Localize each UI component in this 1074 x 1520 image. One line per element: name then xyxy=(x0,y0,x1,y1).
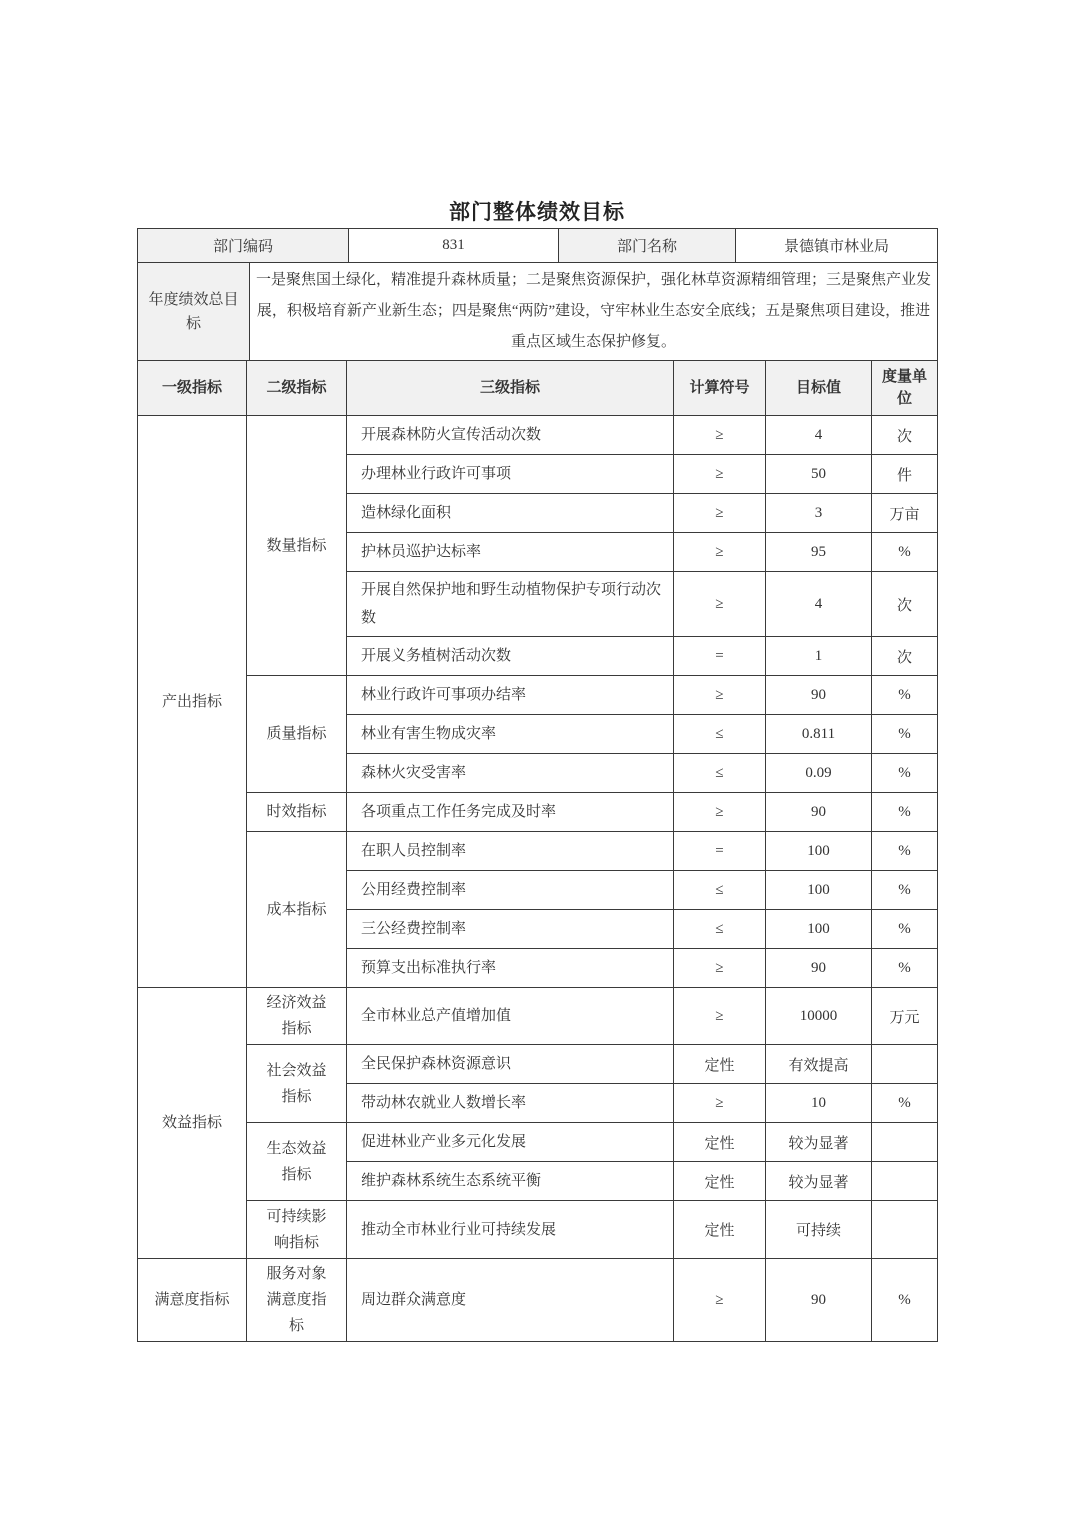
level2-indicator: 经济效益指标 xyxy=(247,988,347,1045)
level2-indicator: 质量指标 xyxy=(247,676,347,793)
indicator-row xyxy=(138,1123,938,1162)
annual-goal-text: 一是聚焦国土绿化，精准提升森林质量；二是聚焦资源保护，强化林草资源精细管理；三是聚焦产业发展，积极培育新产业新生态；四是聚焦“两防”建设，守牢林业生态安全底线；五是聚焦项目建设，推进重点区域生态保护修复。 xyxy=(250,263,938,361)
annual-goal-label: 年度绩效总目标 xyxy=(138,263,250,361)
target-value: 0.09 xyxy=(766,754,872,793)
target-value: 0.811 xyxy=(766,715,872,754)
level1-indicator: 产出指标 xyxy=(138,416,247,988)
level3-indicator: 林业有害生物成灾率 xyxy=(347,715,674,754)
target-value: 有效提高 xyxy=(766,1045,872,1084)
unit: 件 xyxy=(872,455,938,494)
calc-symbol: ≥ xyxy=(674,1084,766,1123)
level3-indicator: 造林绿化面积 xyxy=(347,494,674,533)
indicator-row xyxy=(138,1045,938,1084)
target-value: 较为显著 xyxy=(766,1123,872,1162)
calc-symbol: ≥ xyxy=(674,793,766,832)
level3-indicator: 在职人员控制率 xyxy=(347,832,674,871)
level2-indicator: 可持续影响指标 xyxy=(247,1201,347,1259)
calc-symbol: ≥ xyxy=(674,1259,766,1342)
level2-indicator: 服务对象满意度指标 xyxy=(247,1259,347,1342)
level3-indicator: 周边群众满意度 xyxy=(347,1259,674,1342)
calc-symbol: ≥ xyxy=(674,988,766,1045)
calc-symbol: ≥ xyxy=(674,676,766,715)
target-value: 90 xyxy=(766,1259,872,1342)
level3-indicator: 开展自然保护地和野生动植物保护专项行动次数 xyxy=(347,572,674,637)
unit: % xyxy=(872,1084,938,1123)
indicator-row xyxy=(138,416,938,455)
header-unit: 度量单位 xyxy=(872,361,938,416)
target-value: 95 xyxy=(766,533,872,572)
calc-symbol: 定性 xyxy=(674,1045,766,1084)
level3-indicator: 促进林业产业多元化发展 xyxy=(347,1123,674,1162)
level3-indicator: 三公经费控制率 xyxy=(347,910,674,949)
calc-symbol: = xyxy=(674,832,766,871)
unit: 万亩 xyxy=(872,494,938,533)
unit xyxy=(872,1201,938,1259)
calc-symbol: ≥ xyxy=(674,533,766,572)
calc-symbol: 定性 xyxy=(674,1162,766,1201)
unit: % xyxy=(872,754,938,793)
target-value: 3 xyxy=(766,494,872,533)
level3-indicator: 维护森林系统生态系统平衡 xyxy=(347,1162,674,1201)
calc-symbol: ≤ xyxy=(674,910,766,949)
annual-goal-row xyxy=(138,263,938,361)
level3-indicator: 办理林业行政许可事项 xyxy=(347,455,674,494)
dept-info-row xyxy=(138,229,938,263)
target-value: 90 xyxy=(766,793,872,832)
dept-code-label: 部门编码 xyxy=(138,229,349,263)
target-value: 较为显著 xyxy=(766,1162,872,1201)
level3-indicator: 带动林农就业人数增长率 xyxy=(347,1084,674,1123)
indicator-row xyxy=(138,793,938,832)
header-calc-symbol: 计算符号 xyxy=(674,361,766,416)
indicator-row xyxy=(138,832,938,871)
annual-goal-table xyxy=(137,262,938,361)
target-value: 100 xyxy=(766,871,872,910)
target-value: 100 xyxy=(766,832,872,871)
unit: % xyxy=(872,832,938,871)
unit: % xyxy=(872,949,938,988)
unit: 次 xyxy=(872,572,938,637)
target-value: 1 xyxy=(766,637,872,676)
unit: 万元 xyxy=(872,988,938,1045)
indicator-row xyxy=(138,676,938,715)
calc-symbol: ≥ xyxy=(674,949,766,988)
level1-indicator: 效益指标 xyxy=(138,988,247,1259)
header-level1: 一级指标 xyxy=(138,361,247,416)
dept-info-table xyxy=(137,228,938,263)
target-value: 90 xyxy=(766,676,872,715)
unit: % xyxy=(872,715,938,754)
unit xyxy=(872,1045,938,1084)
unit xyxy=(872,1162,938,1201)
level2-indicator: 时效指标 xyxy=(247,793,347,832)
level3-indicator: 林业行政许可事项办结率 xyxy=(347,676,674,715)
target-value: 4 xyxy=(766,416,872,455)
level3-indicator: 全民保护森林资源意识 xyxy=(347,1045,674,1084)
calc-symbol: ≥ xyxy=(674,416,766,455)
level1-indicator: 满意度指标 xyxy=(138,1259,247,1342)
level3-indicator: 推动全市林业行业可持续发展 xyxy=(347,1201,674,1259)
unit: % xyxy=(872,910,938,949)
unit: 次 xyxy=(872,416,938,455)
target-value: 100 xyxy=(766,910,872,949)
dept-code-value: 831 xyxy=(349,229,559,263)
level3-indicator: 开展森林防火宣传活动次数 xyxy=(347,416,674,455)
unit: % xyxy=(872,871,938,910)
indicator-row xyxy=(138,1201,938,1259)
indicator-header-row xyxy=(138,361,938,416)
level3-indicator: 森林火灾受害率 xyxy=(347,754,674,793)
indicator-row xyxy=(138,988,938,1045)
level3-indicator: 预算支出标准执行率 xyxy=(347,949,674,988)
level3-indicator: 各项重点工作任务完成及时率 xyxy=(347,793,674,832)
level2-indicator: 数量指标 xyxy=(247,416,347,676)
header-level3: 三级指标 xyxy=(347,361,674,416)
unit: % xyxy=(872,793,938,832)
level2-indicator: 成本指标 xyxy=(247,832,347,988)
unit: % xyxy=(872,676,938,715)
calc-symbol: ≤ xyxy=(674,715,766,754)
unit: 次 xyxy=(872,637,938,676)
target-value: 4 xyxy=(766,572,872,637)
target-value: 10000 xyxy=(766,988,872,1045)
level3-indicator: 开展义务植树活动次数 xyxy=(347,637,674,676)
calc-symbol: ≤ xyxy=(674,871,766,910)
indicator-row xyxy=(138,1259,938,1342)
level2-indicator: 生态效益指标 xyxy=(247,1123,347,1201)
unit xyxy=(872,1123,938,1162)
calc-symbol: ≥ xyxy=(674,455,766,494)
header-target-value: 目标值 xyxy=(766,361,872,416)
indicator-table xyxy=(137,360,938,1342)
target-value: 90 xyxy=(766,949,872,988)
calc-symbol: 定性 xyxy=(674,1201,766,1259)
unit: % xyxy=(872,533,938,572)
calc-symbol: ≥ xyxy=(674,572,766,637)
level3-indicator: 公用经费控制率 xyxy=(347,871,674,910)
header-level2: 二级指标 xyxy=(247,361,347,416)
calc-symbol: ≥ xyxy=(674,494,766,533)
page-title: 部门整体绩效目标 xyxy=(449,200,625,224)
target-value: 50 xyxy=(766,455,872,494)
level3-indicator: 护林员巡护达标率 xyxy=(347,533,674,572)
performance-goal-document xyxy=(137,228,937,1342)
level3-indicator: 全市林业总产值增加值 xyxy=(347,988,674,1045)
dept-name-label: 部门名称 xyxy=(559,229,736,263)
calc-symbol: = xyxy=(674,637,766,676)
unit: % xyxy=(872,1259,938,1342)
calc-symbol: ≤ xyxy=(674,754,766,793)
target-value: 10 xyxy=(766,1084,872,1123)
dept-name-value: 景德镇市林业局 xyxy=(736,229,938,263)
level2-indicator: 社会效益指标 xyxy=(247,1045,347,1123)
target-value: 可持续 xyxy=(766,1201,872,1259)
calc-symbol: 定性 xyxy=(674,1123,766,1162)
